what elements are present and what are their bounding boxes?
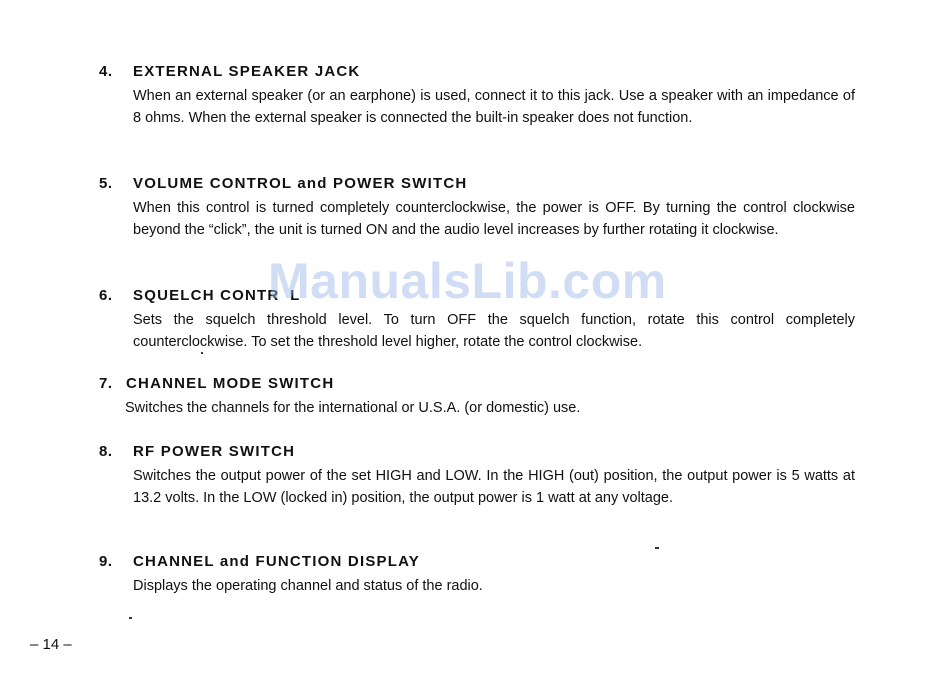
item-description: When this control is turned completely counterclockwise, the power is OFF. By turning the control clockwise beyond the “click”, the unit is turned ON and the audio level increases by further rotating it clockwise. [133,200,855,238]
item-number: 8. [99,443,113,460]
page-number: – 14 – [30,636,72,653]
item-heading: CHANNEL MODE SWITCH [126,375,335,392]
dust-speck [129,617,132,619]
item-description: Sets the squelch threshold level. To turn OFF the squelch function, rotate this control completely counterclockwise. To set the threshold level higher, rotate the control clockwise. [133,312,855,350]
item-description: When an external speaker (or an earphone) is used, connect it to this jack. Use a speaker with an impedance of 8 ohms. When the external speaker is connected the built-in speaker does not function. [133,88,855,126]
item-heading: VOLUME CONTROL and POWER SWITCH [133,175,468,192]
item-heading: SQUELCH CONTR L [133,287,301,304]
item-description: Switches the channels for the international or U.S.A. (or domestic) use. [125,400,581,416]
item-heading: EXTERNAL SPEAKER JACK [133,63,361,80]
watermark-logo: ManualsLib.com [268,253,667,309]
item-number: 9. [99,553,113,570]
item-heading: CHANNEL and FUNCTION DISPLAY [133,553,420,570]
item-number: 5. [99,175,113,192]
dust-speck [655,547,659,549]
item-number: 7. [99,375,113,392]
item-heading: RF POWER SWITCH [133,443,296,460]
item-description: Displays the operating channel and status of the radio. [133,578,483,594]
dust-speck [201,352,203,354]
item-description: Switches the output power of the set HIGH and LOW. In the HIGH (out) position, the output power is 5 watts at 13.2 volts. In the LOW (locked in) position, the output power is 1 watt at any voltage. [133,468,855,506]
item-number: 4. [99,63,113,80]
item-number: 6. [99,287,113,304]
